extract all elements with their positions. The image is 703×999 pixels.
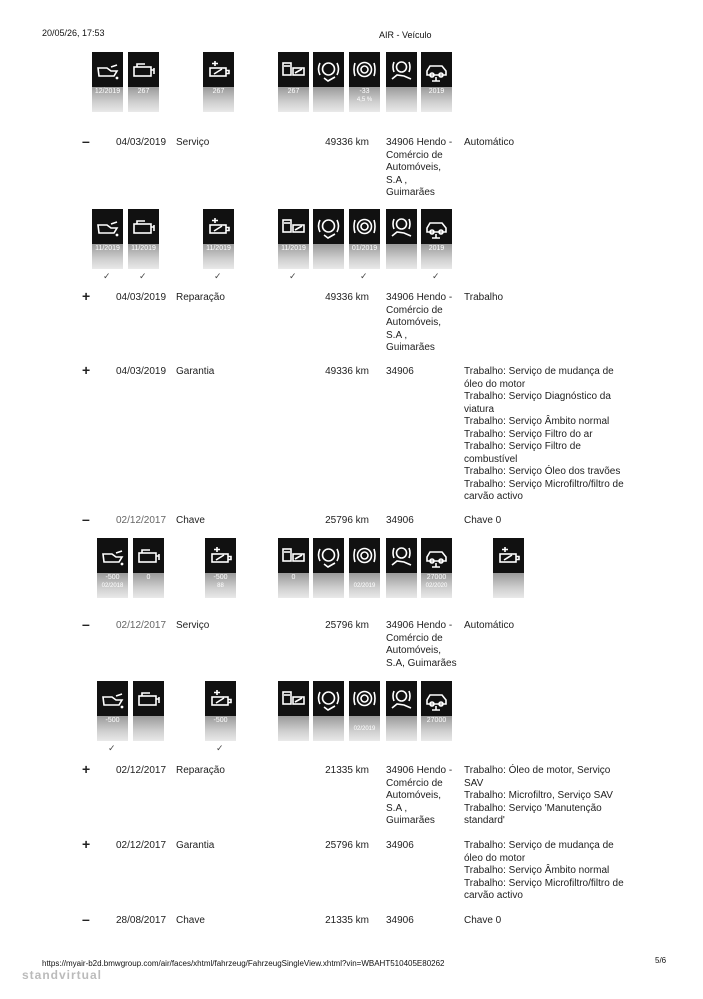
entry-details bbox=[464, 515, 501, 528]
tile-value-area bbox=[313, 716, 344, 741]
entry-mileage: 49336 km bbox=[325, 137, 369, 148]
entry-details bbox=[464, 915, 501, 928]
service-tile bbox=[349, 538, 380, 598]
expand-button[interactable]: + bbox=[82, 836, 91, 852]
brake-pad-front-icon bbox=[316, 57, 341, 82]
tile-icon-area bbox=[92, 52, 123, 87]
entry-type: Serviço bbox=[176, 137, 210, 148]
vehicle-inspection-icon bbox=[424, 686, 449, 711]
detail-line: viatura bbox=[464, 403, 495, 415]
service-tile bbox=[493, 538, 524, 598]
battery-filter-icon bbox=[496, 543, 521, 568]
tile-icon-area bbox=[278, 52, 309, 87]
page-title: AIR - Veículo bbox=[379, 30, 432, 40]
service-tile bbox=[349, 52, 380, 112]
dealer-line: S.A , bbox=[386, 329, 408, 341]
entry-type: Garantia bbox=[176, 840, 215, 851]
tile-icon-area bbox=[386, 681, 417, 716]
detail-line: Trabalho: Serviço Diagnóstico da bbox=[464, 391, 611, 402]
dealer-line: S.A , bbox=[386, 802, 408, 814]
fuel-filter-icon bbox=[281, 214, 306, 239]
entry-type: Reparação bbox=[176, 292, 225, 303]
detail-line: Trabalho: Óleo de motor, Serviço bbox=[464, 765, 611, 776]
entry-dealer bbox=[386, 515, 414, 528]
check-mark: ✓ bbox=[139, 271, 147, 281]
tile-value: 12/2019 bbox=[94, 88, 121, 95]
engine-air-filter-icon bbox=[136, 686, 161, 711]
collapse-button[interactable]: – bbox=[82, 133, 90, 149]
entry-type: Chave bbox=[176, 915, 205, 926]
tile-icon-area bbox=[313, 681, 344, 716]
tile-value: 01/2019 bbox=[351, 245, 378, 252]
tile-icon-area bbox=[421, 52, 452, 87]
entry-date: 04/03/2019 bbox=[116, 292, 167, 303]
tile-icon-area bbox=[386, 538, 417, 573]
collapse-button[interactable]: – bbox=[82, 511, 90, 527]
tile-value: 0 bbox=[291, 574, 296, 581]
detail-line: carvão activo bbox=[464, 491, 523, 502]
vehicle-inspection-icon bbox=[424, 214, 449, 239]
watermark-logo: standvirtual bbox=[22, 968, 103, 982]
dealer-line: 34906 bbox=[386, 366, 414, 377]
tile-icon-area bbox=[278, 681, 309, 716]
tile-value-area bbox=[313, 244, 344, 269]
check-mark: ✓ bbox=[432, 271, 440, 281]
page-number: 5/6 bbox=[655, 956, 667, 965]
tile-icon-area bbox=[133, 681, 164, 716]
tile-icon-area bbox=[128, 52, 159, 87]
entry-date: 02/12/2017 bbox=[116, 765, 167, 776]
entry-date: 02/12/2017 bbox=[116, 620, 167, 631]
check-mark: ✓ bbox=[289, 271, 297, 281]
service-tile bbox=[128, 209, 159, 269]
detail-line: Trabalho: Serviço de mudança de bbox=[464, 840, 614, 851]
tile-value: -500 bbox=[105, 574, 120, 581]
tile-subvalue: 02/2018 bbox=[101, 583, 124, 589]
service-tile bbox=[421, 681, 452, 741]
oil-can-icon bbox=[100, 543, 125, 568]
entry-dealer bbox=[386, 620, 457, 670]
tile-subvalue: 02/2019 bbox=[353, 726, 376, 732]
dealer-line: Comércio de bbox=[386, 632, 443, 644]
entry-type: Garantia bbox=[176, 366, 215, 377]
detail-line: Trabalho: Serviço Óleo dos travões bbox=[464, 466, 621, 477]
detail-line: combustível bbox=[464, 453, 518, 465]
entry-mileage: 49336 km bbox=[325, 366, 369, 377]
tile-value: 267 bbox=[287, 88, 300, 95]
detail-line: Chave 0 bbox=[464, 915, 502, 926]
service-tile bbox=[386, 538, 417, 598]
entry-date: 02/12/2017 bbox=[116, 515, 167, 526]
fuel-filter-icon bbox=[281, 543, 306, 568]
tile-subvalue: 88 bbox=[217, 583, 224, 589]
service-tile bbox=[203, 52, 234, 112]
service-tile bbox=[349, 209, 380, 269]
oil-can-icon bbox=[95, 214, 120, 239]
tile-icon-area bbox=[92, 209, 123, 244]
entry-dealer bbox=[386, 765, 452, 828]
entry-dealer bbox=[386, 137, 452, 200]
entry-date: 02/12/2017 bbox=[116, 840, 167, 851]
tile-value-area bbox=[313, 87, 344, 112]
service-tile bbox=[421, 52, 452, 112]
tile-icon-area bbox=[386, 209, 417, 244]
check-mark: ✓ bbox=[214, 271, 222, 281]
entry-mileage: 21335 km bbox=[325, 915, 369, 926]
entry-type: Serviço bbox=[176, 620, 210, 631]
service-tile bbox=[278, 681, 309, 741]
battery-filter-icon bbox=[208, 543, 233, 568]
service-tile bbox=[386, 209, 417, 269]
tile-icon-area bbox=[313, 52, 344, 87]
collapse-button[interactable]: – bbox=[82, 911, 90, 927]
dealer-line: 34906 bbox=[386, 840, 414, 851]
battery-filter-icon bbox=[208, 686, 233, 711]
entry-mileage: 25796 km bbox=[325, 620, 369, 631]
fuel-filter-icon bbox=[281, 57, 306, 82]
service-tile bbox=[386, 681, 417, 741]
tile-value-area bbox=[386, 716, 417, 741]
brake-fluid-icon bbox=[352, 543, 377, 568]
tile-icon-area bbox=[203, 52, 234, 87]
tile-value-area bbox=[493, 573, 524, 598]
dealer-line: Guimarães bbox=[386, 187, 435, 198]
entry-dealer bbox=[386, 366, 414, 379]
detail-line: Automático bbox=[464, 137, 515, 148]
tile-value: -33 bbox=[359, 88, 370, 95]
tile-value-area bbox=[386, 87, 417, 112]
tile-value: 2019 bbox=[428, 88, 445, 95]
brake-pad-front-icon bbox=[316, 214, 341, 239]
detail-line: Trabalho: Serviço Âmbito normal bbox=[464, 865, 610, 876]
entry-type: Chave bbox=[176, 515, 205, 526]
tile-icon-area bbox=[386, 52, 417, 87]
dealer-line: Comércio de bbox=[386, 304, 443, 316]
entry-details bbox=[464, 366, 624, 504]
tile-icon-area bbox=[349, 538, 380, 573]
service-tile bbox=[278, 538, 309, 598]
tile-value: 11/2019 bbox=[95, 245, 120, 252]
tile-icon-area bbox=[205, 681, 236, 716]
tile-value: -500 bbox=[213, 574, 228, 581]
entry-details bbox=[464, 137, 514, 150]
detail-line: carvão activo bbox=[464, 890, 523, 901]
service-tile bbox=[203, 209, 234, 269]
tile-value: 27000 bbox=[426, 717, 447, 724]
collapse-button[interactable]: – bbox=[82, 616, 90, 632]
check-mark: ✓ bbox=[216, 743, 224, 753]
service-tile bbox=[386, 52, 417, 112]
entry-date: 04/03/2019 bbox=[116, 366, 167, 377]
service-tile bbox=[205, 681, 236, 741]
dealer-line: Automóveis, bbox=[386, 645, 442, 656]
detail-line: Trabalho: Serviço Âmbito normal bbox=[464, 416, 610, 427]
entry-dealer bbox=[386, 840, 414, 853]
dealer-line: Comércio de bbox=[386, 149, 443, 161]
detail-line: Trabalho: Serviço Microfiltro/filtro de bbox=[464, 478, 624, 490]
service-tile bbox=[313, 52, 344, 112]
detail-line: SAV bbox=[464, 777, 484, 789]
dealer-line: Comércio de bbox=[386, 777, 443, 789]
tile-icon-area bbox=[205, 538, 236, 573]
detail-line: Trabalho: Serviço de mudança de bbox=[464, 366, 614, 377]
service-tile bbox=[133, 538, 164, 598]
vehicle-inspection-icon bbox=[424, 543, 449, 568]
engine-air-filter-icon bbox=[136, 543, 161, 568]
fuel-filter-icon bbox=[281, 686, 306, 711]
tile-value: 0 bbox=[146, 574, 151, 581]
entry-dealer bbox=[386, 915, 414, 928]
brake-pad-front-icon bbox=[316, 543, 341, 568]
detail-line: standard' bbox=[464, 815, 505, 826]
entry-mileage: 25796 km bbox=[325, 840, 369, 851]
entry-details bbox=[464, 620, 514, 633]
oil-can-icon bbox=[95, 57, 120, 82]
entry-mileage: 25796 km bbox=[325, 515, 369, 526]
engine-air-filter-icon bbox=[131, 57, 156, 82]
service-tile bbox=[313, 681, 344, 741]
print-datetime: 20/05/26, 17:53 bbox=[42, 28, 105, 38]
tile-value: 11/2019 bbox=[131, 245, 156, 252]
service-tile bbox=[128, 52, 159, 112]
detail-line: Automático bbox=[464, 620, 515, 631]
tile-icon-area bbox=[313, 209, 344, 244]
tile-icon-area bbox=[493, 538, 524, 573]
detail-line: Chave 0 bbox=[464, 515, 502, 526]
tile-value-area bbox=[386, 244, 417, 269]
service-tile bbox=[313, 209, 344, 269]
brake-fluid-icon bbox=[352, 214, 377, 239]
detail-line: Trabalho: Microfiltro, Serviço SAV bbox=[464, 790, 613, 801]
brake-fluid-icon bbox=[352, 686, 377, 711]
engine-air-filter-icon bbox=[131, 214, 156, 239]
detail-line: Trabalho: Serviço Microfiltro/filtro de bbox=[464, 877, 624, 889]
check-mark: ✓ bbox=[108, 743, 116, 753]
brake-pad-front-icon bbox=[316, 686, 341, 711]
tile-value-area bbox=[313, 573, 344, 598]
service-tile bbox=[97, 681, 128, 741]
tile-subvalue: 4,5 % bbox=[356, 97, 373, 103]
dealer-line: 34906 Hendo - bbox=[386, 765, 453, 776]
battery-filter-icon bbox=[206, 214, 231, 239]
expand-button[interactable]: + bbox=[82, 362, 91, 378]
entry-details bbox=[464, 765, 613, 828]
tile-icon-area bbox=[349, 681, 380, 716]
brake-pad-rear-icon bbox=[389, 686, 414, 711]
entry-mileage: 21335 km bbox=[325, 765, 369, 776]
dealer-line: Automóveis, bbox=[386, 790, 442, 801]
service-tile bbox=[205, 538, 236, 598]
tile-icon-area bbox=[349, 209, 380, 244]
tile-value: 267 bbox=[212, 88, 225, 95]
check-mark: ✓ bbox=[103, 271, 111, 281]
dealer-line: S.A, Guimarães bbox=[386, 657, 457, 669]
detail-line: óleo do motor bbox=[464, 378, 526, 390]
dealer-line: 34906 Hendo - bbox=[386, 620, 453, 631]
brake-pad-rear-icon bbox=[389, 543, 414, 568]
tile-icon-area bbox=[278, 209, 309, 244]
brake-fluid-icon bbox=[352, 57, 377, 82]
tile-subvalue: 02/2020 bbox=[425, 583, 448, 589]
tile-icon-area bbox=[128, 209, 159, 244]
dealer-line: 34906 bbox=[386, 915, 414, 926]
tile-icon-area bbox=[97, 681, 128, 716]
entry-mileage: 49336 km bbox=[325, 292, 369, 303]
tile-value-area bbox=[278, 716, 309, 741]
oil-can-icon bbox=[100, 686, 125, 711]
entry-date: 04/03/2019 bbox=[116, 137, 167, 148]
check-mark: ✓ bbox=[360, 271, 368, 281]
dealer-line: S.A , bbox=[386, 174, 408, 186]
tile-icon-area bbox=[278, 538, 309, 573]
service-tile bbox=[278, 209, 309, 269]
service-tile bbox=[92, 209, 123, 269]
vehicle-inspection-icon bbox=[424, 57, 449, 82]
detail-line: Trabalho: Serviço Filtro de bbox=[464, 441, 581, 452]
tile-icon-area bbox=[97, 538, 128, 573]
dealer-line: Automóveis, bbox=[386, 162, 442, 173]
expand-button[interactable]: + bbox=[82, 288, 91, 304]
service-tile bbox=[92, 52, 123, 112]
tile-value-area bbox=[133, 716, 164, 741]
entry-date: 28/08/2017 bbox=[116, 915, 167, 926]
battery-filter-icon bbox=[206, 57, 231, 82]
dealer-line: Automóveis, bbox=[386, 317, 442, 328]
tile-icon-area bbox=[421, 209, 452, 244]
detail-line: Trabalho: Serviço Filtro do ar bbox=[464, 428, 593, 440]
tile-value-area bbox=[386, 573, 417, 598]
brake-pad-rear-icon bbox=[389, 57, 414, 82]
tile-subvalue: 02/2019 bbox=[353, 583, 376, 589]
service-tile bbox=[421, 209, 452, 269]
entry-details bbox=[464, 840, 624, 903]
tile-icon-area bbox=[349, 52, 380, 87]
service-tile bbox=[421, 538, 452, 598]
tile-value: 11/2019 bbox=[281, 245, 306, 252]
tile-value: 2019 bbox=[428, 245, 445, 252]
detail-line: óleo do motor bbox=[464, 852, 526, 864]
tile-value: 267 bbox=[137, 88, 150, 95]
detail-line: Trabalho bbox=[464, 292, 504, 303]
tile-icon-area bbox=[421, 681, 452, 716]
service-tile bbox=[278, 52, 309, 112]
tile-icon-area bbox=[421, 538, 452, 573]
entry-details bbox=[464, 292, 503, 305]
tile-value: -500 bbox=[213, 717, 228, 724]
brake-pad-rear-icon bbox=[389, 214, 414, 239]
detail-line: Trabalho: Serviço 'Manutenção bbox=[464, 802, 602, 814]
tile-icon-area bbox=[133, 538, 164, 573]
tile-value: 11/2019 bbox=[206, 245, 231, 252]
dealer-line: Guimarães bbox=[386, 342, 435, 353]
dealer-line: 34906 bbox=[386, 515, 414, 526]
service-tile bbox=[133, 681, 164, 741]
entry-type: Reparação bbox=[176, 765, 225, 776]
tile-icon-area bbox=[203, 209, 234, 244]
expand-button[interactable]: + bbox=[82, 761, 91, 777]
service-tile bbox=[97, 538, 128, 598]
tile-value: -500 bbox=[105, 717, 120, 724]
footer-url[interactable]: https://myair-b2d.bmwgroup.com/air/faces/xhtml/fahrzeug/FahrzeugSingleView.xhtml?vin=WBAHT510405E80262 bbox=[42, 959, 445, 968]
tile-value: 27000 bbox=[426, 574, 447, 581]
service-tile bbox=[349, 681, 380, 741]
tile-icon-area bbox=[313, 538, 344, 573]
dealer-line: 34906 Hendo - bbox=[386, 292, 453, 303]
dealer-line: 34906 Hendo - bbox=[386, 137, 453, 148]
entry-dealer bbox=[386, 292, 452, 355]
dealer-line: Guimarães bbox=[386, 815, 435, 826]
service-tile bbox=[313, 538, 344, 598]
